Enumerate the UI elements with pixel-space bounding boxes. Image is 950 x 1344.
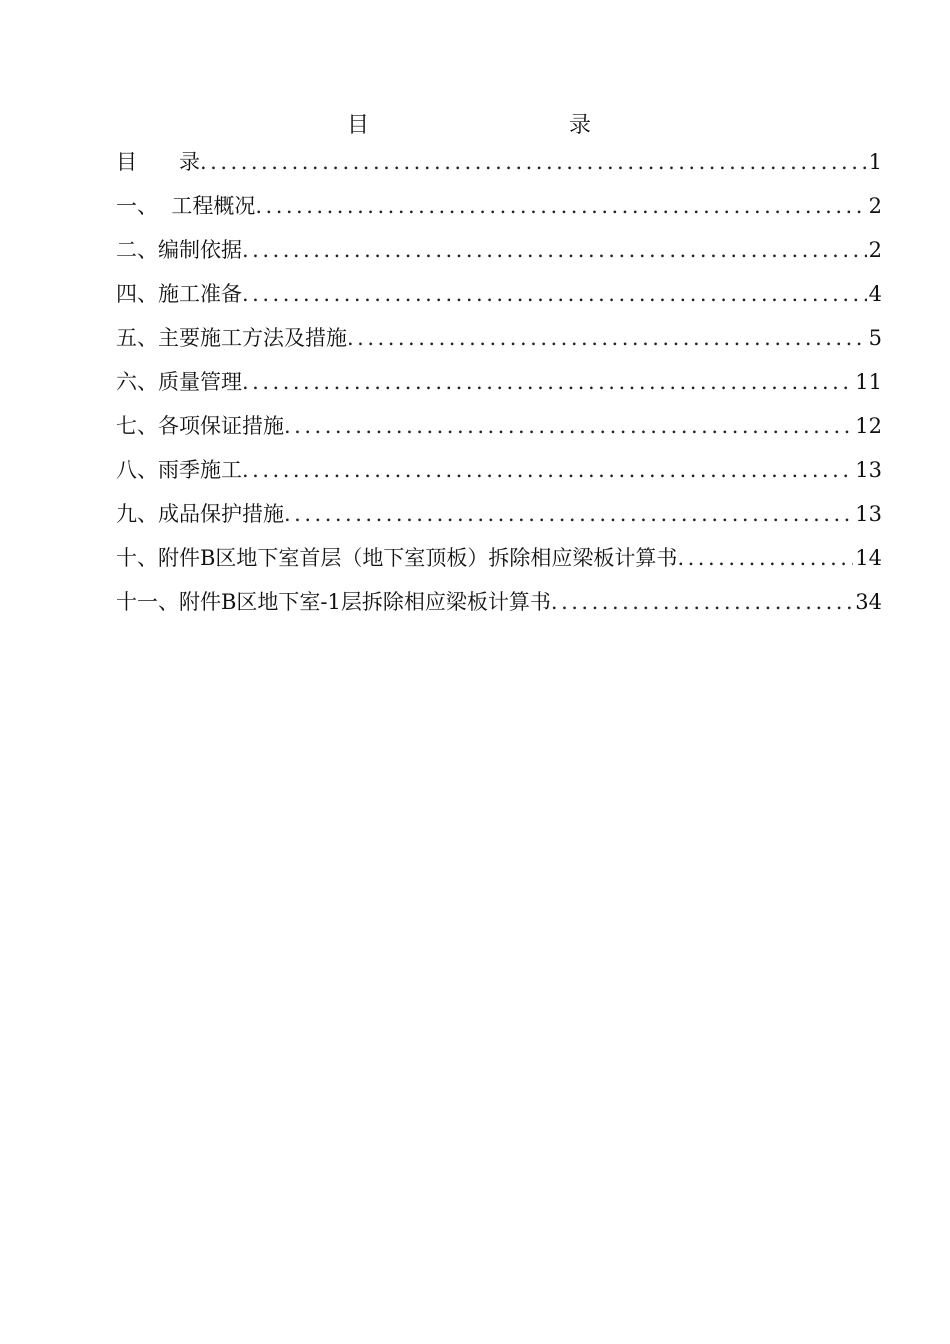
toc-entry-page: 2: [868, 194, 882, 218]
toc-entry[interactable]: [116, 404, 882, 448]
toc-entry[interactable]: [116, 140, 882, 184]
toc-dot-leader: [284, 404, 853, 448]
toc-entry[interactable]: [116, 448, 882, 492]
toc-dot-leader: [284, 492, 853, 536]
toc-entry-label: 二、编制依据: [116, 238, 242, 262]
toc-entry[interactable]: [116, 272, 882, 316]
toc-entry-page: 12: [855, 414, 882, 438]
toc-entry-label: 五、主要施工方法及措施: [116, 326, 347, 350]
toc-entry-page: 34: [855, 590, 882, 614]
toc-entry-label: 目 录: [116, 150, 200, 174]
toc-entry[interactable]: [116, 184, 882, 228]
toc-entry-page: 2: [868, 238, 882, 262]
toc-entry[interactable]: [116, 316, 882, 360]
toc-entry-page: 14: [855, 546, 882, 570]
toc-entry-label: 十、附件B区地下室首层（地下室顶板）拆除相应梁板计算书: [116, 546, 678, 570]
toc-entry[interactable]: [116, 580, 882, 624]
toc-dot-leader: [551, 580, 853, 624]
toc-dot-leader: [677, 536, 853, 580]
toc-dot-leader: [242, 448, 853, 492]
toc-entry-label: 八、雨季施工: [116, 458, 242, 482]
toc-entry[interactable]: [116, 228, 882, 272]
toc-entry-page: 5: [868, 326, 882, 350]
table-of-contents: [116, 140, 882, 624]
toc-entry-label: 七、各项保证措施: [116, 414, 284, 438]
toc-entry-label: 六、质量管理: [116, 370, 242, 394]
toc-entry-page: 11: [855, 370, 882, 394]
toc-dot-leader: [255, 184, 866, 228]
toc-dot-leader: [347, 316, 867, 360]
toc-dot-leader: [242, 228, 867, 272]
toc-entry-label: 十一、附件B区地下室-1层拆除相应梁板计算书: [116, 590, 551, 614]
toc-entry[interactable]: [116, 536, 882, 580]
toc-entry[interactable]: [116, 492, 882, 536]
toc-entry-page: 1: [868, 150, 882, 174]
toc-title: 目 录: [346, 113, 643, 138]
toc-entry-page: 13: [855, 458, 882, 482]
toc-dot-leader: [242, 272, 867, 316]
toc-entry-label: 四、施工准备: [116, 282, 242, 306]
toc-entry-label: 一、 工程概况: [116, 194, 256, 218]
toc-dot-leader: [242, 360, 853, 404]
toc-entry[interactable]: [116, 360, 882, 404]
toc-dot-leader: [200, 140, 867, 184]
toc-entry-label: 九、成品保护措施: [116, 502, 284, 526]
toc-entry-page: 4: [868, 282, 882, 306]
toc-entry-page: 13: [855, 502, 882, 526]
